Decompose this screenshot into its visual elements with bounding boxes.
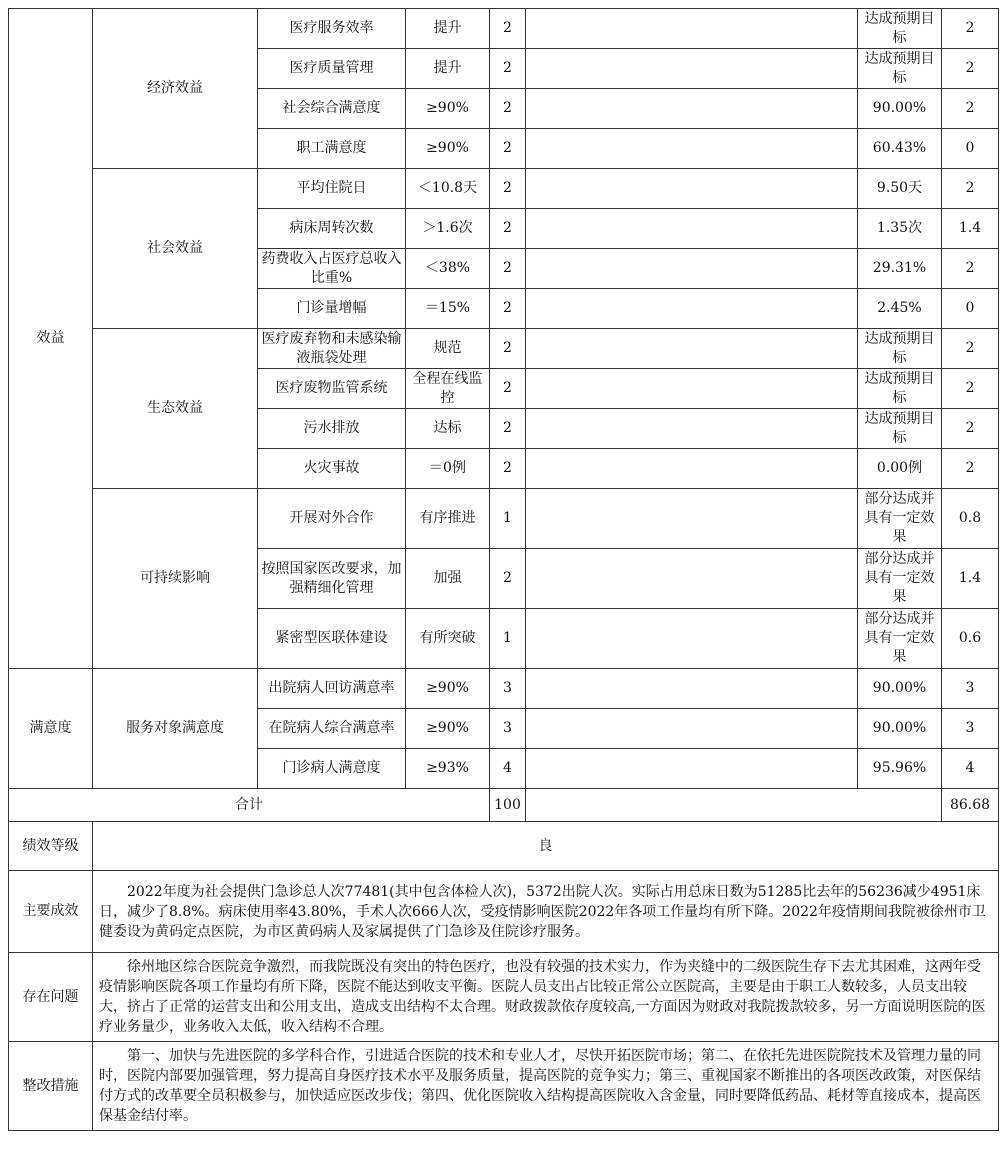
indicator-target: ＝15% [406,289,490,329]
table-row [9,329,999,369]
indicator-target: 加强 [406,549,490,609]
indicator-name: 病床周转次数 [258,209,406,249]
indicator-score: 2 [942,329,999,369]
indicator-actual: 90.00% [858,89,942,129]
indicator-target: ＞1.6次 [406,209,490,249]
indicator-target: ≥90% [406,129,490,169]
subcategory-cell: 可持续影响 [93,489,258,669]
indicator-weight: 2 [490,289,526,329]
indicator-weight: 2 [490,409,526,449]
indicator-target: 提升 [406,9,490,49]
indicator-target: 规范 [406,329,490,369]
indicator-actual: 达成预期目标 [858,329,942,369]
blank-cell [526,409,858,449]
measures-text: 第一、加快与先进医院的多学科合作，引进适合医院的技术和专业人才，尽快开拓医院市场；第二、在依托先进医院院技术及管理力量的同时，医院内部要加强管理，努力提高自身医疗技术水平及服务质量，提高医院的竞争实力；第三、重视国家不断推出的各项医改政策，对医保结付方式的改革要全员积极参与，加快适应医改步伐；第四、优化医院收入结构提高医院收入含金量，同时要降低药品、耗材等直接成本，提高医保基金结付率。 [93,1042,999,1131]
problems-text: 徐州地区综合医院竞争激烈，而我院既没有突出的特色医疗，也没有较强的技术实力，作为夹缝中的二级医院生存下去尤其困难，这两年受疫情影响医院各项工作量均有所下降，医院不能达到收支平衡。医院人员支出占比较正常公立医院高，主要是由于职工人数较多，人员支出较大，挤占了正常的运营支出和公用支出，造成支出结构不太合理。财政拨款依存度较高,一方面因为财政对我院拨款较多，另一方面说明医院的医疗业务量少，业务收入太低，收入结构不合理。 [93,953,999,1042]
indicator-target: 全程在线监控 [406,369,490,409]
blank-cell [526,169,858,209]
indicator-score: 3 [942,669,999,709]
indicator-score: 2 [942,449,999,489]
indicator-name: 医疗质量管理 [258,49,406,89]
blank-cell [526,129,858,169]
indicator-score: 0 [942,289,999,329]
category-cell: 满意度 [9,669,93,789]
indicator-weight: 1 [490,489,526,549]
indicator-name: 污水排放 [258,409,406,449]
indicator-score: 2 [942,89,999,129]
indicator-name: 按照国家医改要求，加强精细化管理 [258,549,406,609]
indicator-score: 2 [942,169,999,209]
indicator-weight: 2 [490,9,526,49]
indicator-name: 门诊病人满意度 [258,749,406,789]
indicator-actual: 2.45% [858,289,942,329]
subcategory-cell: 生态效益 [93,329,258,489]
indicator-actual: 达成预期目标 [858,369,942,409]
indicator-target: 有序推进 [406,489,490,549]
indicator-score: 4 [942,749,999,789]
blank-cell [526,329,858,369]
indicator-name: 火灾事故 [258,449,406,489]
subcategory-cell: 服务对象满意度 [93,669,258,789]
indicator-target: ≥90% [406,89,490,129]
subcategory-cell: 社会效益 [93,169,258,329]
indicator-name: 出院病人回访满意率 [258,669,406,709]
blank-cell [526,49,858,89]
measures-row [9,1042,999,1131]
indicator-name: 紧密型医联体建设 [258,609,406,669]
indicator-target: ＜10.8天 [406,169,490,209]
indicator-weight: 2 [490,329,526,369]
indicator-weight: 2 [490,249,526,289]
indicator-actual: 部分达成并具有一定效果 [858,609,942,669]
blank-cell [526,789,942,822]
table-row [9,669,999,709]
indicator-score: 1.4 [942,209,999,249]
table-row [9,169,999,209]
indicator-actual: 0.00例 [858,449,942,489]
indicator-score: 2 [942,369,999,409]
indicator-weight: 2 [490,169,526,209]
indicator-weight: 2 [490,549,526,609]
blank-cell [526,669,858,709]
table-row [9,489,999,549]
problems-row [9,953,999,1042]
indicator-actual: 达成预期目标 [858,9,942,49]
blank-cell [526,609,858,669]
indicator-name: 职工满意度 [258,129,406,169]
indicator-target: 有所突破 [406,609,490,669]
indicator-target: 提升 [406,49,490,89]
indicator-name: 医疗废弃物和未感染输液瓶袋处理 [258,329,406,369]
achievements-label: 主要成效 [9,871,93,953]
indicator-target: 达标 [406,409,490,449]
indicator-score: 2 [942,249,999,289]
total-weight: 100 [490,789,526,822]
indicator-name: 开展对外合作 [258,489,406,549]
indicator-weight: 3 [490,669,526,709]
indicator-weight: 2 [490,369,526,409]
blank-cell [526,549,858,609]
blank-cell [526,369,858,409]
indicator-name: 药费收入占医疗总收入比重% [258,249,406,289]
indicator-actual: 95.96% [858,749,942,789]
indicator-weight: 3 [490,709,526,749]
blank-cell [526,209,858,249]
indicator-actual: 达成预期目标 [858,49,942,89]
indicator-score: 3 [942,709,999,749]
total-score: 86.68 [942,789,999,822]
indicator-actual: 90.00% [858,669,942,709]
indicator-target: ＜38% [406,249,490,289]
problems-label: 存在问题 [9,953,93,1042]
indicator-weight: 2 [490,129,526,169]
grade-value: 良 [93,822,999,871]
category-cell: 效益 [9,9,93,669]
blank-cell [526,749,858,789]
indicator-actual: 60.43% [858,129,942,169]
indicator-actual: 1.35次 [858,209,942,249]
indicator-actual: 部分达成并具有一定效果 [858,549,942,609]
indicator-target: ≥93% [406,749,490,789]
grade-label: 绩效等级 [9,822,93,871]
indicator-score: 0 [942,129,999,169]
indicator-weight: 4 [490,749,526,789]
indicator-score: 0.8 [942,489,999,549]
blank-cell [526,89,858,129]
indicator-score: 2 [942,9,999,49]
indicator-actual: 9.50天 [858,169,942,209]
blank-cell [526,709,858,749]
blank-cell [526,489,858,549]
indicator-actual: 达成预期目标 [858,409,942,449]
indicator-name: 在院病人综合满意率 [258,709,406,749]
indicator-target: ＝0例 [406,449,490,489]
indicator-score: 0.6 [942,609,999,669]
blank-cell [526,289,858,329]
indicator-weight: 2 [490,449,526,489]
indicator-name: 医疗废物监管系统 [258,369,406,409]
indicator-actual: 29.31% [858,249,942,289]
blank-cell [526,9,858,49]
indicator-target: ≥90% [406,709,490,749]
total-label: 合计 [9,789,490,822]
indicator-weight: 2 [490,89,526,129]
blank-cell [526,449,858,489]
indicator-score: 2 [942,409,999,449]
indicator-weight: 2 [490,209,526,249]
indicator-actual: 部分达成并具有一定效果 [858,489,942,549]
achievements-row [9,871,999,953]
indicator-name: 门诊量增幅 [258,289,406,329]
blank-cell [526,249,858,289]
indicator-name: 医疗服务效率 [258,9,406,49]
indicator-score: 2 [942,49,999,89]
indicator-actual: 90.00% [858,709,942,749]
indicator-name: 平均住院日 [258,169,406,209]
indicator-score: 1.4 [942,549,999,609]
measures-label: 整改措施 [9,1042,93,1131]
performance-table [8,8,999,1131]
achievements-text: 2022年度为社会提供门急诊总人次77481(其中包含体检人次)，5372出院人次。实际占用总床日数为51285比去年的56236减少4951床日，减少了8.8%。病床使用率43.80%，手术人次666人次，受疫情影响医院2022年各项工作量均有所下降。2022年疫情期间我院被徐州市卫健委设为黄码定点医院，为市区黄码病人及家属提供了门急诊及住院诊疗服务。 [93,871,999,953]
total-row [9,789,999,822]
indicator-weight: 2 [490,49,526,89]
indicator-target: ≥90% [406,669,490,709]
grade-row [9,822,999,871]
subcategory-cell: 经济效益 [93,9,258,169]
table-row [9,9,999,49]
indicator-name: 社会综合满意度 [258,89,406,129]
indicator-weight: 1 [490,609,526,669]
